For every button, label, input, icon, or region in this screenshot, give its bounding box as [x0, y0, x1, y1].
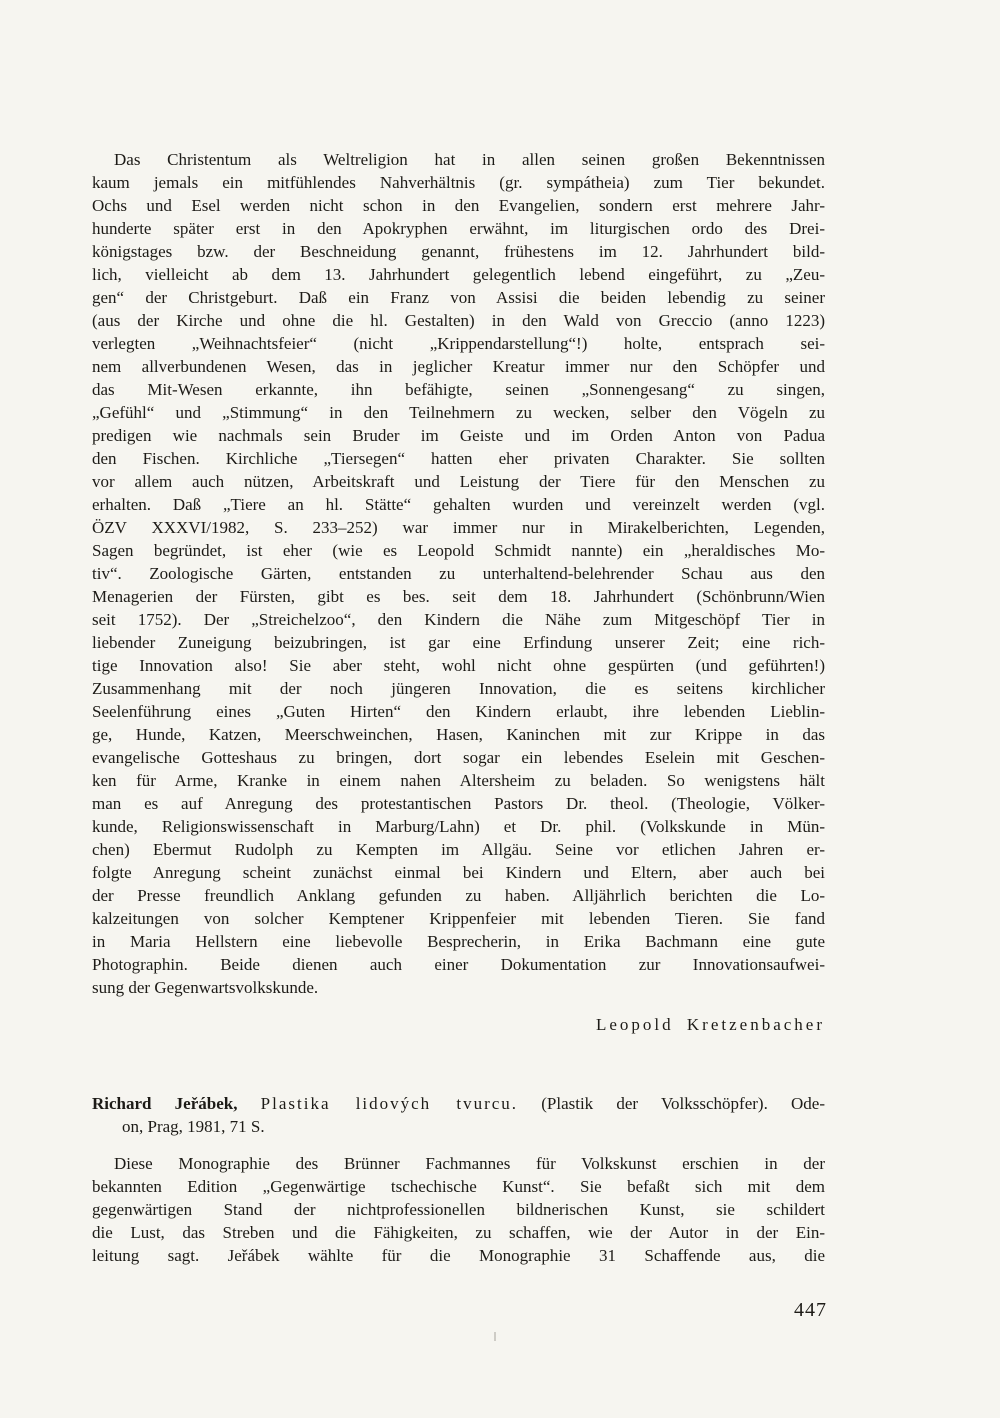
essay-text-line: ge, Hunde, Katzen, Meerschweinchen, Hasen, Kaninchen mit zur Krippe in das: [92, 725, 825, 744]
essay-text-line: das Mit-Wesen erkannte, ihn befähigte, seinen „Sonnengesang“ zu singen,: [92, 380, 825, 399]
review-text-line: bekannten Edition „Gegenwärtige tschechische Kunst“. Sie befaßt sich mit dem: [92, 1177, 825, 1196]
essay-text-line: nem allverbundenen Wesen, das in jeglicher Kreatur immer nur den Schöpfer und: [92, 357, 825, 376]
essay-text-line: gen“ der Christgeburt. Daß ein Franz von Assisi die beiden lebendig zu seiner: [92, 288, 825, 307]
essay-text-line: Zusammenhang mit der noch jüngeren Innovation, die es seitens kirchlicher: [92, 679, 825, 698]
review-paragraph: [92, 1152, 825, 1267]
essay-text-line: den Fischen. Kirchliche „Tiersegen“ hatten eher privaten Charakter. Sie sollten: [92, 449, 825, 468]
essay-text-line: chen) Ebermut Rudolph zu Kempten im Allgäu. Seine vor etlichen Jahren er-: [92, 840, 825, 859]
review-work-title: Plastika lidových tvurcu.: [260, 1094, 519, 1113]
essay-text-line: seit 1752). Der „Streichelzoo“, den Kindern die Nähe zum Mitgeschöpf Tier in: [92, 610, 825, 629]
essay-paragraph: [92, 148, 825, 999]
essay-text-line: tige Innovation also! Sie aber steht, wohl nicht ohne gespürten (und geführten!): [92, 656, 825, 675]
essay-text-line: vor allem auch nützen, Arbeitskraft und Leistung der Tiere für den Menschen zu: [92, 472, 825, 491]
essay-text-line: königstages bzw. der Beschneidung genannt, frühestens im 12. Jahrhundert bild-: [92, 242, 825, 261]
scan-speck: [494, 1332, 496, 1341]
review-author-name: Richard Jeřábek,: [92, 1094, 238, 1113]
essay-text-line: in Maria Hellstern eine liebevolle Besprecherin, in Erika Bachmann eine gute: [92, 932, 825, 951]
page-number: 447: [794, 1299, 827, 1321]
essay-text-line: erhalten. Daß „Tiere an hl. Stätte“ gehalten wurden und vereinzelt werden (vgl.: [92, 495, 825, 514]
essay-text-line: evangelische Gotteshaus zu bringen, dort sogar ein lebendes Eselein mit Geschen-: [92, 748, 825, 767]
essay-text-line: Menagerien der Fürsten, gibt es bes. seit dem 18. Jahrhundert (Schönbrunn/Wien: [92, 587, 825, 606]
essay-text-line: predigen wie nachmals sein Bruder im Geiste und im Orden Anton von Padua: [92, 426, 825, 445]
essay-text-line: kaum jemals ein mitfühlendes Nahverhältnis (gr. sympátheia) zum Tier bekundet.: [92, 173, 825, 192]
essay-text-line: Das Christentum als Weltreligion hat in allen seinen großen Bekenntnissen: [114, 150, 825, 169]
review-heading-line2: on, Prag, 1981, 71 S.: [122, 1117, 265, 1136]
essay-text-line: folgte Anregung scheint zunächst einmal bei Kindern und Eltern, aber auch bei: [92, 863, 825, 882]
essay-text-line: Photographin. Beide dienen auch einer Dokumentation zur Innovationsaufwei-: [92, 955, 825, 974]
review-heading: [92, 1092, 825, 1138]
essay-text-line: hunderte später erst in den Apokryphen erwähnt, im liturgischen ordo des Drei-: [92, 219, 825, 238]
review-text-line: die Lust, das Streben und die Fähigkeiten, zu schaffen, wie der Autor in der Ein-: [92, 1223, 825, 1242]
essay-text-line: verlegten „Weihnachtsfeier“ (nicht „Krippendarstellung“!) holte, entsprach sei-: [92, 334, 825, 353]
review-text-line: Diese Monographie des Brünner Fachmannes für Volkskunst erschien in der: [114, 1154, 825, 1173]
essay-text-line: kunde, Religionswissenschaft in Marburg/Lahn) et Dr. phil. (Volkskunde in Mün-: [92, 817, 825, 836]
essay-text-line: „Gefühl“ und „Stimmung“ in den Teilnehmern zu wecken, selber den Vögeln zu: [92, 403, 825, 422]
essay-text-line: ÖZV XXXVI/1982, S. 233–252) war immer nur in Mirakelberichten, Legenden,: [92, 518, 825, 537]
essay-text-line: kalzeitungen von solcher Kemptener Krippenfeier mit lebenden Tieren. Sie fand: [92, 909, 825, 928]
essay-text-line: ken für Arme, Kranke in einem nahen Altersheim zu beladen. So wenigstens hält: [92, 771, 825, 790]
essay-text-line: man es auf Anregung des protestantischen Pastors Dr. theol. (Theologie, Völker-: [92, 794, 825, 813]
review-text-line: leitung sagt. Jeřábek wählte für die Monographie 31 Schaffende aus, die: [92, 1246, 825, 1265]
review-heading-line1: [92, 1092, 825, 1115]
essay-text-line: (aus der Kirche und ohne die hl. Gestalten) in den Wald von Greccio (anno 1223): [92, 311, 825, 330]
essay-text-line: der Presse freundlich Anklang gefunden zu haben. Alljährlich berichten die Lo-: [92, 886, 825, 905]
essay-text-line: Sagen begründet, ist eher (wie es Leopold Schmidt nannte) ein „heraldisches Mo-: [92, 541, 825, 560]
essay-text-line: sung der Gegenwartsvolkskunde.: [92, 978, 319, 997]
essay-text-line: tiv“. Zoologische Gärten, entstanden zu unterhaltend-belehrender Schau aus den: [92, 564, 825, 583]
essay-text-line: Ochs und Esel werden nicht schon in den Evangelien, sondern erst mehrere Jahr-: [92, 196, 825, 215]
review-text-line: gegenwärtigen Stand der nichtprofessionellen bildnerischen Kunst, sie schildert: [92, 1200, 825, 1219]
essay-author-signature: Leopold Kretzenbacher: [596, 1015, 825, 1034]
essay-text-line: liebender Zuneigung beizubringen, ist gar eine Erfindung unserer Zeit; eine rich-: [92, 633, 825, 652]
essay-text-line: Seelenführung eines „Guten Hirten“ den Kindern erlaubt, ihre lebenden Lieblin-: [92, 702, 825, 721]
review-work-subtitle: (Plastik der Volksschöpfer). Ode-: [541, 1094, 825, 1113]
essay-text-line: lich, vielleicht ab dem 13. Jahrhundert gelegentlich lebend eingeführt, zu „Zeu-: [92, 265, 825, 284]
